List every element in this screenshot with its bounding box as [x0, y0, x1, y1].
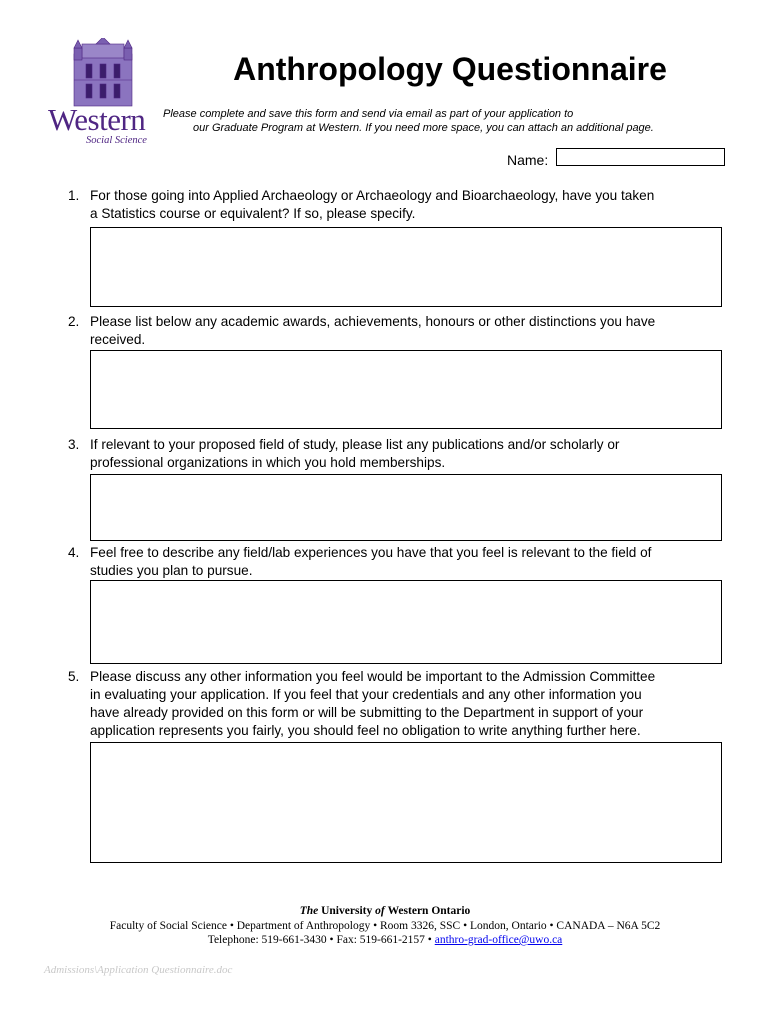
university-tower-icon	[44, 38, 162, 108]
page-title: Anthropology Questionnaire	[233, 51, 667, 87]
answer-2-field[interactable]	[90, 350, 722, 429]
question-text	[90, 436, 728, 472]
answer-1-field[interactable]	[90, 227, 722, 307]
question-line: a Statistics course or equivalent? If so, please specify.	[90, 206, 416, 221]
question-text	[90, 187, 728, 223]
footer-contact	[0, 933, 770, 947]
question-line: If relevant to your proposed field of study, please list any publications and/or scholarly or	[90, 437, 620, 452]
question-line: have already provided on this form or will be submitting to the Department in support of your	[90, 705, 644, 720]
question-number: 5.	[68, 669, 80, 684]
question-2	[68, 313, 728, 349]
footer-university-word: University	[321, 905, 373, 917]
question-5	[68, 668, 728, 740]
name-field[interactable]	[556, 148, 725, 166]
answer-3-field[interactable]	[90, 474, 722, 541]
name-label: Name:	[507, 152, 549, 168]
intro-line-1: Please complete and save this form and send via email as part of your application to	[163, 108, 574, 120]
intro-line-2: our Graduate Program at Western. If you need more space, you can attach an additional page.	[193, 122, 654, 134]
footer-of: of	[375, 905, 385, 917]
question-line: For those going into Applied Archaeology or Archaeology and Bioarchaeology, have you taken	[90, 188, 655, 203]
footer-western-ontario: Western Ontario	[387, 905, 471, 917]
western-logo	[44, 38, 162, 150]
question-3	[68, 436, 728, 472]
question-line: received.	[90, 332, 146, 347]
question-line: Please discuss any other information you feel would be important to the Admission Committee	[90, 669, 656, 684]
question-text	[90, 668, 728, 740]
footer-the: The	[299, 905, 319, 917]
question-number: 2.	[68, 314, 80, 329]
answer-4-field[interactable]	[90, 580, 722, 664]
logo-wordmark: Western	[48, 102, 146, 137]
question-4	[68, 544, 728, 580]
question-number: 4.	[68, 545, 80, 560]
footer-address: Faculty of Social Science • Department of Anthropology • Room 3326, SSC • London, Ontario • CANADA – N6A 5C2	[109, 920, 661, 932]
question-number: 3.	[68, 437, 80, 452]
file-path: Admissions\Application Questionnaire.doc	[44, 964, 233, 976]
footer-email-link[interactable]: anthro-grad-office@uwo.ca	[434, 934, 563, 946]
question-line: studies you plan to pursue.	[90, 563, 253, 578]
question-line: Please list below any academic awards, achievements, honours or other distinctions you have	[90, 314, 656, 329]
question-number: 1.	[68, 188, 80, 203]
question-line: in evaluating your application. If you feel that your credentials and any other information you	[90, 687, 642, 702]
logo-subtitle: Social Science	[86, 135, 147, 146]
question-line: application represents you fairly, you should feel no obligation to write anything further here.	[90, 723, 641, 738]
question-line: Feel free to describe any field/lab experiences you have that you feel is relevant to the field of	[90, 545, 652, 560]
question-text	[90, 544, 728, 580]
question-line: professional organizations in which you hold memberships.	[90, 455, 446, 470]
question-text	[90, 313, 728, 349]
footer-university	[0, 904, 770, 918]
answer-5-field[interactable]	[90, 742, 722, 863]
question-1	[68, 187, 728, 223]
footer-telephone: Telephone: 519-661-3430 • Fax: 519-661-2157 •	[207, 934, 432, 946]
